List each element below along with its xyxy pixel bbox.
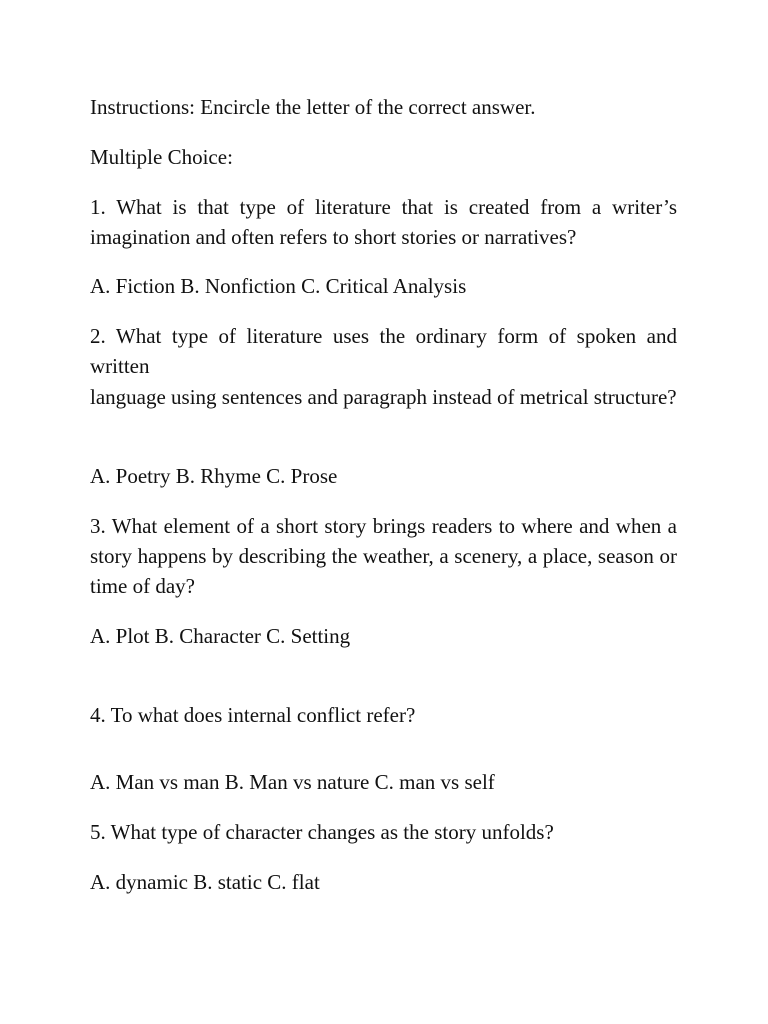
question-1-text: 1. What is that type of literature that is created from a writer’s imagination and often refers to short stories or narratives? [90, 195, 677, 249]
question-3-choices: A. Plot B. Character C. Setting [90, 624, 351, 648]
question-4-choices: A. Man vs man B. Man vs nature C. man vs self [90, 770, 495, 794]
question-3-text: 3. What element of a short story brings readers to where and when a story happens by describing the weather, a scenery, a place, season or time of day? [90, 514, 677, 598]
question-5-choices: A. dynamic B. static C. flat [90, 870, 320, 894]
worksheet-page [90, 0, 677, 1024]
question-2-text-line1: 2. What type of literature uses the ordinary form of spoken and written [90, 324, 677, 378]
question-4-text: 4. To what does internal conflict refer? [90, 703, 416, 727]
question-2-text-line2: language using sentences and paragraph instead of metrical structure? [90, 385, 677, 409]
question-2-choices: A. Poetry B. Rhyme C. Prose [90, 464, 338, 488]
question-5-text: 5. What type of character changes as the story unfolds? [90, 820, 554, 844]
instructions-text: Instructions: Encircle the letter of the correct answer. [90, 95, 536, 119]
section-title: Multiple Choice: [90, 145, 233, 169]
question-1-choices: A. Fiction B. Nonfiction C. Critical Analysis [90, 274, 467, 298]
